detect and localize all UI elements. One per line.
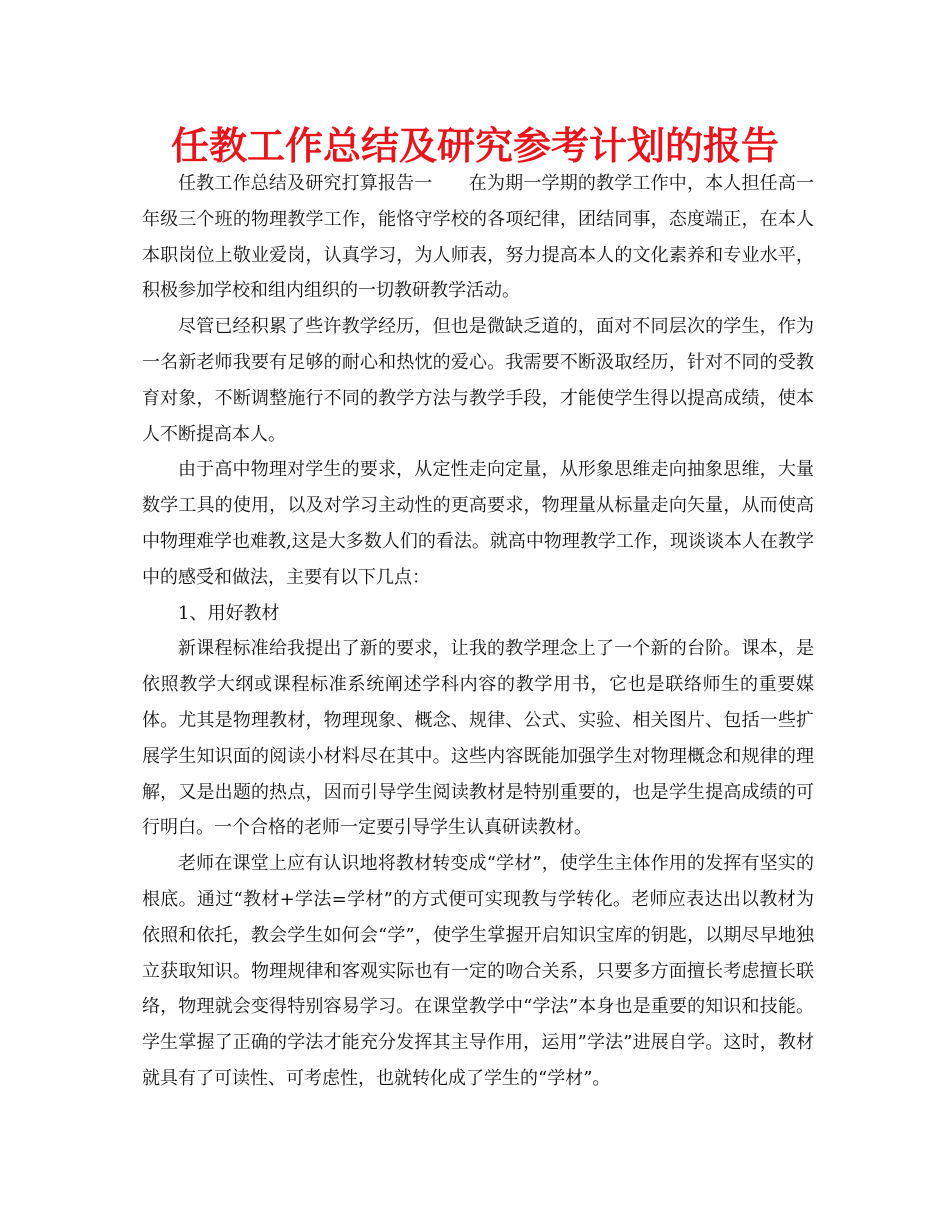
document-title: 任教工作总结及研究参考计划的报告 bbox=[170, 124, 779, 168]
document-body bbox=[142, 166, 814, 1097]
paragraph-new-curriculum: 新课程标准给我提出了新的要求，让我的教学理念上了一个新的台阶。课本，是依照教学大纲或课程标准系统阐述学科内容的教学用书，它也是联络师生的重要媒体。尤其是物理教材，物理现象、概念、规律、公式、实验、相关图片、包括一些扩展学生知识面的阅读小材料尽在其中。这些内容既能加强学生对物理概念和规律的理解，又是出题的热点，因而引导学生阅读教材是特别重要的，也是学生提高成绩的可行明白。一个合格的老师一定要引导学生认真研读教材。 bbox=[142, 638, 814, 839]
paragraph-physics-difficulty: 由于高中物理对学生的要求，从定性走向定量，从形象思维走向抽象思维，大量数学工具的使用，以及对学习主动性的更高要求，物理量从标量走向矢量，从而使高中物理难学也难教,这是大多数人们的看法。就高中物理教学工作，现谈谈本人在教学中的感受和做法，主要有以下几点： bbox=[142, 459, 814, 588]
paragraph-intro: 任教工作总结及研究打算报告一 在为期一学期的教学工作中，本人担任高一年级三个班的物理教学工作，能恪守学校的各项纪律，团结同事，态度端正，在本人本职岗位上敬业爱岗，认真学习，为人师表，努力提高本人的文化素养和专业水平，积极参加学校和组内组织的一切教研教学活动。 bbox=[142, 173, 814, 302]
paragraph-experience: 尽管已经积累了些许教学经历，但也是微缺乏道的，面对不同层次的学生，作为一名新老师我要有足够的耐心和热忱的爱心。我需要不断汲取经历，针对不同的受教育对象，不断调整施行不同的教学方法与教学手段，才能使学生得以提高成绩，使本人不断提高本人。 bbox=[142, 316, 814, 445]
section-heading-use-textbook: 1、用好教材 bbox=[178, 602, 280, 624]
paragraph-learning-material: 老师在课堂上应有认识地将教材转变成“学材”，使学生主体作用的发挥有坚实的根底。通过“教材+学法=学材”的方式便可实现教与学转化。老师应表达出以教材为依照和依托，教会学生如何会“学”，使学生掌握开启知识宝库的钥匙，以期尽早地独立获取知识。物理规律和客观实际也有一定的吻合关系，只要多方面擅长考虑擅长联络，物理就会变得特别容易学习。在课堂教学中“学法”本身也是重要的知识和技能。学生掌握了正确的学法才能充分发挥其主导作用，运用”学法”进展自学。这时，教材就具有了可读性、可考虑性，也就转化成了学生的“学材”。 bbox=[142, 853, 814, 1089]
